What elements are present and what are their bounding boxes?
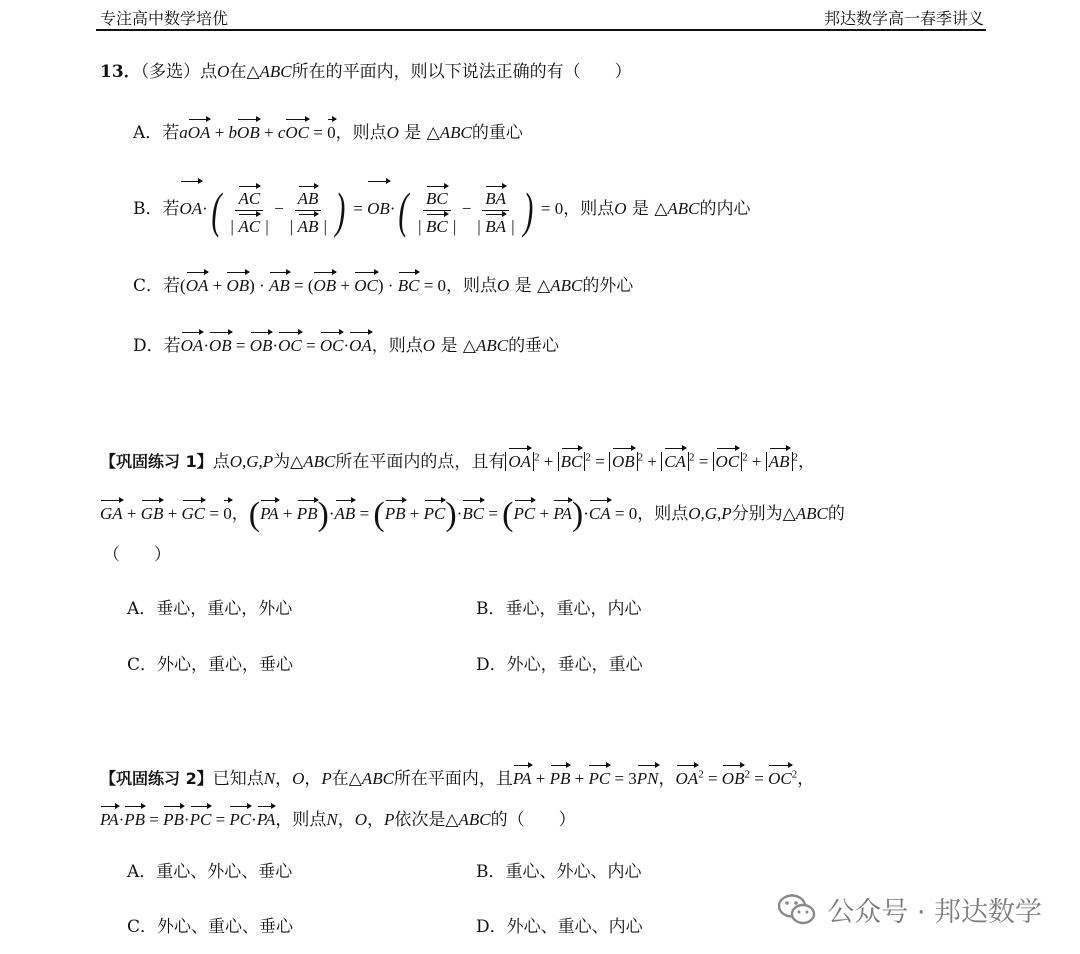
option-text: 的垂心: [508, 336, 560, 356]
stem-text: 在: [229, 62, 247, 82]
math: OA $^2$ + BC $^2$ = OB $^2$ + CA $^2$ = OC $^2$ + AB $^2$，: [505, 452, 815, 471]
stem-text: ，则点: [275, 810, 327, 830]
math: △ABC: [348, 769, 394, 788]
option-text: ，则点: [371, 336, 423, 356]
wechat-icon: [777, 893, 817, 927]
header-rule: [96, 29, 986, 31]
header-left: 专注高中数学培优: [100, 9, 229, 28]
math: △ABC: [462, 336, 509, 355]
option-text: ，则点: [563, 199, 615, 219]
option-text: 的重心: [471, 123, 523, 143]
stem-text: ，则点: [637, 504, 689, 524]
math: PA + PB + PC = 3PN，$OA^2 = OB^2 = OC^2$，: [513, 769, 814, 788]
math: △ABC: [445, 810, 491, 829]
option-text: 的外心: [582, 276, 634, 296]
question-tag: （多选）: [140, 62, 201, 82]
practice-2-option-c[interactable]: C．外心、重心、垂心: [127, 917, 294, 937]
math: △ABC: [654, 199, 700, 218]
practice-2-line-2: [100, 803, 576, 832]
practice-1-option-d[interactable]: D．外心，垂心，重心: [476, 655, 643, 675]
math: O: [422, 336, 436, 355]
math: N，O，P: [326, 810, 395, 829]
stem-text: 所在平面内的点，且有: [335, 452, 506, 472]
math: OA·OB = OB·OC = OC·OA: [181, 336, 372, 355]
practice-2-stem: [100, 762, 814, 791]
stem-text: 在: [331, 769, 349, 789]
practice-1-option-b[interactable]: B．垂心，重心，内心: [476, 599, 642, 619]
math: O: [614, 199, 627, 218]
practice-label: 【巩固练习 1】: [100, 452, 213, 471]
math: N，O，P: [263, 769, 332, 788]
stem-text: 依次是: [394, 810, 446, 830]
practice-1-line-2: [100, 496, 845, 534]
option-label: A．若: [133, 123, 180, 143]
practice-1-option-c[interactable]: C．外心，重心，垂心: [127, 655, 294, 675]
practice-2-option-b[interactable]: B．重心、外心、内心: [476, 862, 642, 882]
math: △ABC: [426, 123, 472, 142]
math: △ABC: [246, 62, 292, 81]
option-text: 的内心: [699, 199, 751, 219]
practice-1-stem: [100, 445, 815, 474]
math: O: [386, 123, 399, 142]
math: (OA + OB) · AB = (OB + OC) · BC = 0: [180, 276, 446, 295]
math: O,G,P: [688, 504, 732, 523]
practice-label: 【巩固练习 2】: [100, 769, 213, 788]
watermark-text: 公众号 · 邦达数学: [827, 897, 1042, 928]
option-a[interactable]: A．若aOA + bOB + cOC = 0，则点O 是 △ABC的重心: [133, 116, 523, 145]
math: aOA + bOB + cOC = 0: [179, 123, 335, 142]
practice-1-blank: （ ）: [103, 545, 171, 565]
stem-text: 的: [827, 504, 845, 524]
practice-2-option-d[interactable]: D．外心、重心、内心: [476, 917, 643, 937]
question-13-stem: [100, 60, 632, 84]
stem-text: 点: [200, 62, 218, 82]
stem-text: 已知点: [212, 769, 264, 789]
stem-text: 所在平面内，且: [393, 769, 513, 789]
math: GA + GB + GC = 0，(PA + PB)·AB = (PB + PC)·BC = (PC + PA)·CA = 0: [100, 496, 638, 534]
stem-text: 的（ ）: [490, 810, 576, 830]
option-c[interactable]: C．若(OA + OB) · AB = (OB + OC) · BC = 0，则点O 是 △ABC的外心: [133, 269, 633, 298]
practice-1-option-a[interactable]: A．垂心，重心，外心: [127, 599, 293, 619]
option-text: ，则点: [446, 276, 498, 296]
math: O: [497, 276, 510, 295]
option-text: ，则点: [335, 123, 387, 143]
option-label: B．若: [133, 199, 180, 219]
question-number: 13．: [100, 62, 141, 82]
option-d[interactable]: D．若OA·OB = OB·OC = OC·OA，则点O 是 △ABC的垂心: [133, 329, 559, 358]
stem-text: 分别为: [731, 504, 783, 524]
stem-text: 为: [273, 452, 291, 472]
math: OA·( $\frac{AC}{| AC |}$ − $\frac{AB}{| AB |}$ ) = OB·( $\frac{BC}{| BC |}$ − $\frac{BA}{| BA |}$ ) = 0: [180, 199, 564, 218]
stem-text: 所在的平面内，则以下说法正确的有（ ）: [291, 62, 632, 82]
math: △ABC: [782, 504, 828, 523]
math: O,G,P: [229, 452, 274, 471]
math: O: [217, 62, 230, 81]
option-b[interactable]: B．若OA·( $\frac{AC}{| AC |}$ − $\frac{AB}{| AB |}$ ) = OB·( $\frac{BC}{| BC |}$ − $\frac{BA}{| BA |}$ ) = 0，则点O 是 △ABC的内心: [133, 178, 751, 238]
practice-2-option-a[interactable]: A．重心、外心、垂心: [127, 862, 293, 882]
stem-text: 点: [212, 452, 230, 472]
math: △ABC: [537, 276, 583, 295]
header-right: 邦达数学高一春季讲义: [823, 9, 984, 28]
watermark: [777, 890, 1042, 929]
option-label: C．若: [133, 276, 181, 296]
math: PA·PB = PB·PC = PC·PA: [100, 810, 275, 829]
math: △ABC: [290, 452, 336, 471]
option-label: D．若: [133, 336, 181, 356]
